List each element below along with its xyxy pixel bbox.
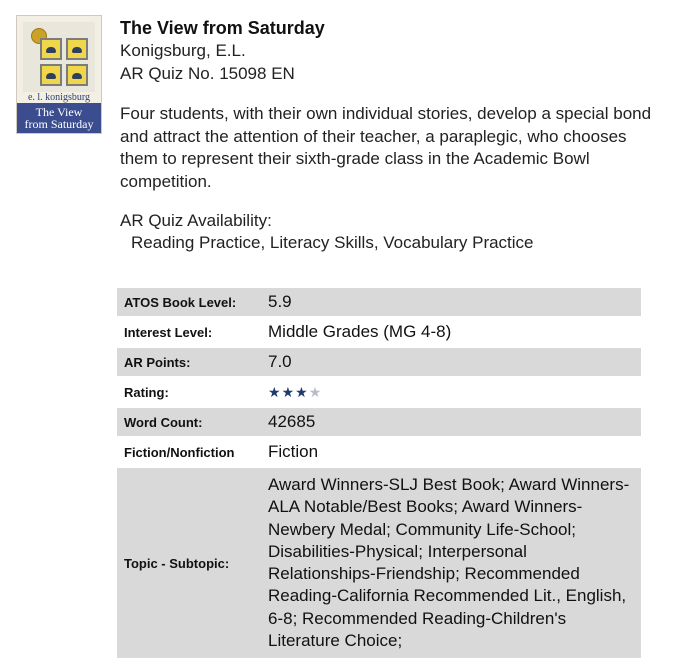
topic-value: Award Winners-SLJ Best Book; Award Winners-ALA Notable/Best Books; Award Winners-Newbery Medal; Community Life-School; Disabilities-Physical; Interpersonal Relationships-Friendship; Recommended Reading-California Recommended Lit., English, 6-8; Recommended Reading-Children's Literature Choice; xyxy=(249,468,641,658)
wordcount-label: Word Count: xyxy=(117,408,249,436)
book-details-table xyxy=(117,288,641,658)
rating-stars xyxy=(268,385,321,399)
availability-label: AR Quiz Availability: xyxy=(120,211,272,230)
window-icon xyxy=(66,38,88,60)
star-filled-icon: ★ xyxy=(281,384,295,400)
window-icon xyxy=(66,64,88,86)
interest-label: Interest Level: xyxy=(117,318,249,346)
points-label: AR Points: xyxy=(117,348,249,376)
star-empty-icon: ★ xyxy=(308,384,322,400)
cover-author: e. l. konigsburg xyxy=(27,92,91,103)
cover-art xyxy=(23,22,95,92)
atos-value: 5.9 xyxy=(249,288,641,316)
topic-label: Topic - Subtopic: xyxy=(117,468,249,658)
window-icon xyxy=(40,64,62,86)
atos-label: ATOS Book Level: xyxy=(117,288,249,316)
availability-list: Reading Practice, Literacy Skills, Vocabulary Practice xyxy=(131,233,534,252)
quiz-number: AR Quiz No. 15098 EN xyxy=(120,64,295,83)
book-description: Four students, with their own individual stories, develop a special bond and attract the attention of their teacher, a paraplegic, who chooses them to represent their sixth-grade class in the Academic Bowl competition. xyxy=(120,104,652,191)
star-filled-icon: ★ xyxy=(268,384,281,400)
book-author: Konigsburg, E.L. xyxy=(120,41,246,60)
interest-value: Middle Grades (MG 4-8) xyxy=(249,318,641,346)
wordcount-value: 42685 xyxy=(249,408,641,436)
cover-title: The View from Saturday xyxy=(17,103,101,133)
window-icon xyxy=(40,38,62,60)
fiction-value: Fiction xyxy=(249,438,641,466)
book-title: The View from Saturday xyxy=(120,18,325,38)
fiction-label: Fiction/Nonfiction xyxy=(117,438,249,466)
rating-value xyxy=(249,378,641,406)
rating-label: Rating: xyxy=(117,378,249,406)
book-cover-image[interactable] xyxy=(16,15,102,134)
star-filled-icon: ★ xyxy=(295,384,308,400)
points-value: 7.0 xyxy=(249,348,641,376)
